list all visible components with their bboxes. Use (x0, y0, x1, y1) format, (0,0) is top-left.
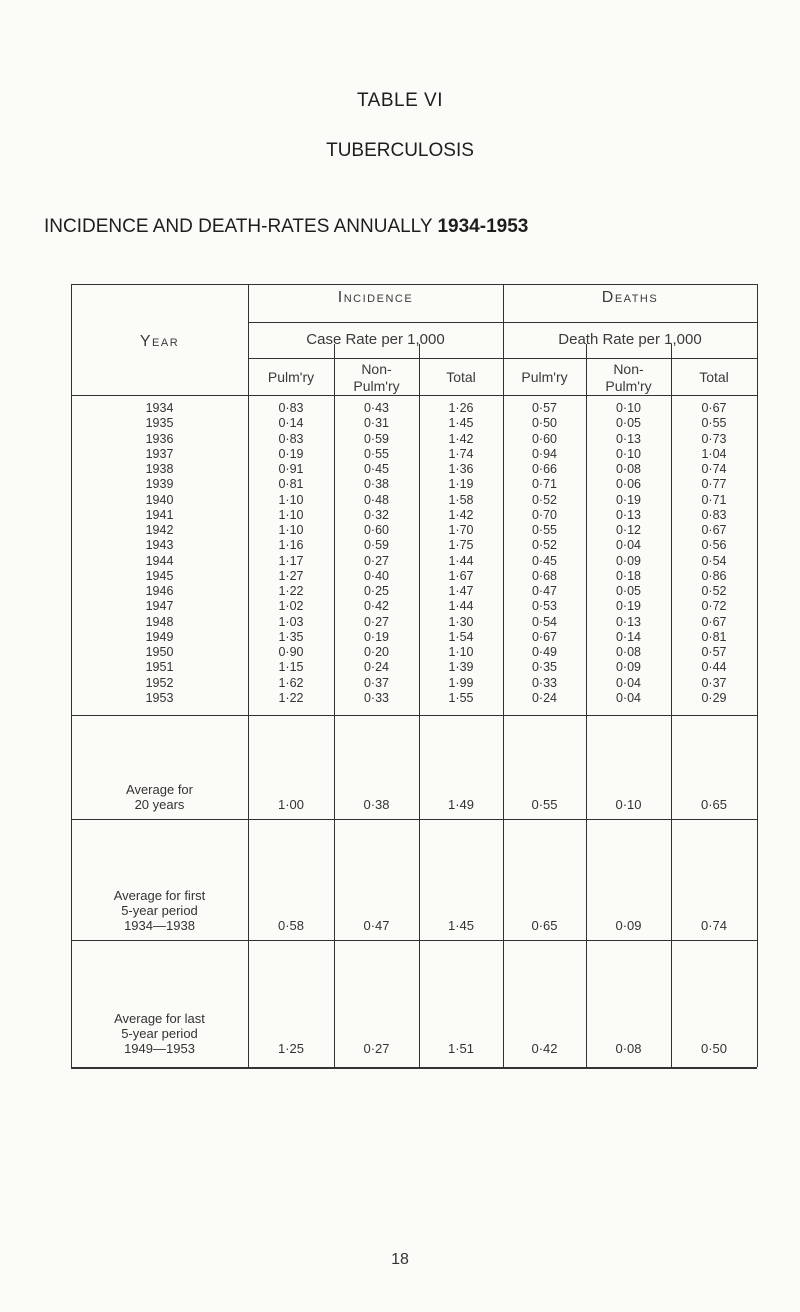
deaths-nonpulm-cell: 0·06 (615, 477, 642, 492)
table-row (71, 538, 757, 553)
section-rule (71, 819, 757, 820)
deaths-nonpulm-cell: 0·08 (615, 645, 642, 659)
year-cell: 1936 (145, 431, 174, 446)
year-cell: 1946 (145, 584, 174, 598)
header-rule (71, 395, 757, 396)
incidence-pulm-cell: 0·81 (278, 477, 304, 492)
avg-deaths-pulm: 0·42 (531, 1041, 558, 1056)
incidence-pulm-cell: 0·90 (278, 645, 304, 659)
incidence-nonpulm-cell: 0·40 (363, 568, 390, 583)
year-cell: 1949 (145, 629, 174, 644)
deaths-pulm-cell: 0·49 (531, 645, 558, 659)
incidence-total-cell: 1·42 (448, 507, 474, 522)
deaths-pulm-header: Pulm'ry (521, 369, 568, 385)
deaths-total-cell: 0·29 (701, 690, 727, 705)
incidence-nonpulm-cell: 0·48 (363, 492, 390, 507)
incidence-total-cell: 1·39 (448, 660, 474, 675)
deaths-pulm-cell: 0·66 (531, 462, 558, 476)
deaths-total-cell: 0·83 (701, 507, 727, 522)
table-row (71, 462, 757, 477)
deaths-nonpulm-cell: 0·13 (615, 507, 642, 522)
avg-incidence-total: 1·49 (447, 797, 475, 812)
header-rule (248, 322, 757, 323)
deaths-header: Deaths (601, 289, 659, 306)
year-cell: 1948 (145, 614, 174, 629)
incidence-nonpulm-cell: 0·32 (363, 507, 390, 522)
incidence-header: Incidence (337, 289, 414, 306)
year-cell: 1944 (145, 553, 174, 568)
deaths-total-cell: 0·71 (701, 492, 727, 507)
table-row (71, 523, 757, 538)
avg-deaths-nonpulm: 0·08 (615, 1041, 642, 1056)
deaths-total-cell: 0·44 (701, 660, 727, 675)
deaths-total-cell: 0·74 (701, 462, 727, 476)
incidence-total-cell: 1·30 (448, 614, 474, 629)
table-row (71, 447, 757, 462)
deaths-nonpulm-cell: 0·09 (615, 660, 642, 675)
deaths-total-cell: 0·73 (701, 431, 727, 446)
incidence-nonpulm-cell: 0·27 (363, 614, 390, 629)
table-row (71, 432, 757, 447)
incidence-pulm-cell: 1·62 (278, 675, 304, 690)
deaths-total-cell: 0·67 (701, 614, 727, 629)
deaths-total-cell: 0·52 (701, 584, 727, 598)
table-row (71, 401, 757, 416)
deaths-pulm-cell: 0·68 (531, 568, 558, 583)
avg-incidence-total: 1·51 (447, 1041, 475, 1056)
case-rate-header: Case Rate per 1,000 (306, 331, 445, 348)
incidence-nonpulm-cell: 0·60 (363, 523, 390, 537)
deaths-total-cell: 0·77 (701, 477, 727, 492)
incidence-total-cell: 1·74 (448, 446, 474, 461)
incidence-nonpulm-cell: 0·59 (363, 538, 390, 553)
table-row (71, 569, 757, 584)
section-rule (71, 940, 757, 941)
header-line: Non- (613, 361, 644, 377)
deaths-pulm-cell: 0·33 (531, 675, 558, 690)
deaths-pulm-cell: 0·52 (531, 538, 558, 553)
incidence-total-header: Total (446, 369, 476, 385)
deaths-pulm-cell: 0·54 (531, 614, 558, 629)
heading-years: 1934-1953 (437, 216, 529, 237)
annual-rows (71, 401, 757, 706)
table-row (71, 554, 757, 569)
average-row (71, 830, 757, 933)
avg-deaths-total: 0·50 (700, 1041, 728, 1056)
incidence-nonpulm-cell: 0·55 (363, 446, 390, 461)
year-cell: 1937 (145, 446, 174, 461)
label-line: 1934—1938 (124, 918, 195, 933)
deaths-nonpulm-cell: 0·14 (615, 629, 642, 644)
deaths-nonpulm-cell: 0·13 (615, 614, 642, 629)
table-border-right (757, 284, 758, 1067)
incidence-total-cell: 1·75 (448, 538, 474, 553)
incidence-total-cell: 1·44 (448, 599, 474, 614)
incidence-pulm-cell: 1·35 (278, 629, 304, 644)
incidence-pulm-cell: 1·10 (278, 492, 304, 507)
label-line: 5-year period (121, 1026, 198, 1041)
deaths-pulm-cell: 0·24 (531, 690, 558, 705)
average-row (71, 724, 757, 812)
deaths-nonpulm-cell: 0·13 (615, 431, 642, 446)
year-cell: 1945 (145, 568, 174, 583)
table-row (71, 615, 757, 630)
incidence-nonpulm-cell: 0·59 (363, 431, 390, 446)
label-line: 20 years (134, 797, 185, 812)
year-cell: 1940 (145, 492, 174, 507)
incidence-nonpulm-cell: 0·31 (363, 416, 390, 431)
deaths-total-cell: 0·86 (701, 568, 727, 583)
incidence-pulm-cell: 0·83 (278, 401, 304, 415)
year-cell: 1952 (145, 675, 174, 690)
incidence-nonpulm-cell: 0·38 (363, 477, 390, 492)
year-header: Year (139, 333, 180, 350)
year-cell: 1953 (145, 690, 174, 705)
table-number: TABLE VI (356, 90, 443, 111)
incidence-nonpulm-cell: 0·19 (363, 629, 390, 644)
year-cell: 1942 (145, 523, 174, 537)
deaths-nonpulm-cell: 0·18 (615, 568, 642, 583)
incidence-pulm-cell: 1·03 (278, 614, 304, 629)
deaths-pulm-cell: 0·45 (531, 553, 558, 568)
deaths-nonpulm-cell: 0·10 (615, 446, 642, 461)
deaths-total-cell: 0·56 (701, 538, 727, 553)
table-heading (44, 216, 800, 238)
incidence-pulm-cell: 0·83 (278, 431, 304, 446)
incidence-total-cell: 1·70 (448, 523, 474, 537)
incidence-nonpulm-cell: 0·42 (363, 599, 390, 614)
deaths-total-cell: 0·57 (701, 645, 727, 659)
average-label (71, 782, 248, 812)
year-cell: 1941 (145, 507, 174, 522)
year-cell: 1950 (145, 645, 174, 659)
deaths-pulm-cell: 0·47 (531, 584, 558, 598)
deaths-nonpulm-cell: 0·19 (615, 492, 642, 507)
deaths-pulm-cell: 0·57 (531, 401, 558, 415)
year-cell: 1938 (145, 462, 174, 476)
deaths-pulm-cell: 0·50 (531, 416, 558, 431)
deaths-nonpulm-cell: 0·04 (615, 538, 642, 553)
incidence-pulm-cell: 0·19 (278, 446, 304, 461)
incidence-nonpulm-cell: 0·20 (363, 645, 390, 659)
deaths-total-cell: 0·72 (701, 599, 727, 614)
incidence-total-cell: 1·36 (448, 462, 474, 476)
deaths-total-cell: 0·67 (701, 401, 727, 415)
deaths-pulm-cell: 0·52 (531, 492, 558, 507)
incidence-pulm-cell: 1·16 (278, 538, 304, 553)
incidence-total-cell: 1·44 (448, 553, 474, 568)
incidence-pulm-cell: 1·10 (278, 507, 304, 522)
incidence-pulm-cell: 1·02 (278, 599, 304, 614)
avg-incidence-nonpulm: 0·47 (363, 918, 390, 933)
incidence-pulm-cell: 1·27 (278, 568, 304, 583)
deaths-nonpulm-cell: 0·09 (615, 553, 642, 568)
deaths-total-cell: 0·67 (701, 523, 727, 537)
avg-incidence-pulm: 0·58 (277, 918, 305, 933)
average-row (71, 952, 757, 1056)
deaths-pulm-cell: 0·53 (531, 599, 558, 614)
deaths-total-cell: 1·04 (701, 446, 727, 461)
avg-incidence-nonpulm: 0·27 (363, 1041, 390, 1056)
death-rate-header: Death Rate per 1,000 (558, 331, 702, 348)
label-line: Average for (126, 782, 193, 797)
incidence-nonpulm-cell: 0·24 (363, 660, 390, 675)
deaths-nonpulm-cell: 0·10 (615, 401, 642, 415)
incidence-nonpulm-cell: 0·43 (363, 401, 390, 415)
deaths-nonpulm-cell: 0·05 (615, 584, 642, 598)
deaths-nonpulm-cell: 0·04 (615, 675, 642, 690)
deaths-pulm-cell: 0·71 (531, 477, 558, 492)
incidence-total-cell: 1·47 (448, 584, 474, 598)
deaths-total-cell: 0·54 (701, 553, 727, 568)
incidence-pulm-cell: 1·17 (278, 553, 304, 568)
header-line: Non- (361, 361, 392, 377)
deaths-pulm-cell: 0·94 (531, 446, 558, 461)
year-cell: 1935 (145, 416, 174, 431)
deaths-total-cell: 0·81 (701, 629, 727, 644)
deaths-pulm-cell: 0·67 (531, 629, 558, 644)
label-line: Average for last (114, 1011, 205, 1026)
incidence-pulm-cell: 1·22 (278, 584, 304, 598)
year-cell: 1939 (145, 477, 174, 492)
deaths-nonpulm-cell: 0·05 (615, 416, 642, 431)
table-row (71, 691, 757, 706)
incidence-total-cell: 1·99 (448, 675, 474, 690)
incidence-pulm-cell: 1·10 (278, 523, 304, 537)
incidence-nonpulm-cell: 0·33 (363, 690, 390, 705)
header-line: Pulm'ry (353, 378, 400, 394)
incidence-total-cell: 1·55 (448, 690, 474, 705)
avg-deaths-nonpulm: 0·10 (615, 797, 642, 812)
incidence-total-cell: 1·54 (448, 629, 474, 644)
incidence-pulm-cell: 0·14 (278, 416, 304, 431)
avg-incidence-pulm: 1·00 (277, 797, 305, 812)
table-row (71, 493, 757, 508)
incidence-nonpulm-cell: 0·27 (363, 553, 390, 568)
section-rule (71, 715, 757, 716)
incidence-pulm-cell: 1·15 (278, 660, 304, 675)
deaths-total-header: Total (699, 369, 729, 385)
table-bottom-rule (71, 1067, 757, 1069)
incidence-total-cell: 1·67 (448, 568, 474, 583)
deaths-nonpulm-cell: 0·08 (615, 462, 642, 476)
table-top-rule (71, 284, 757, 285)
table-row (71, 660, 757, 675)
incidence-total-cell: 1·58 (448, 492, 474, 507)
deaths-pulm-cell: 0·35 (531, 660, 558, 675)
deaths-pulm-cell: 0·55 (531, 523, 558, 537)
avg-deaths-pulm: 0·55 (531, 797, 558, 812)
heading-main: INCIDENCE AND DEATH-RATES ANNUALLY (44, 216, 433, 237)
avg-incidence-nonpulm: 0·38 (363, 797, 390, 812)
label-line: 5-year period (121, 903, 198, 918)
table-row (71, 416, 757, 431)
table-row (71, 630, 757, 645)
avg-deaths-total: 0·65 (700, 797, 728, 812)
incidence-total-cell: 1·26 (448, 401, 474, 415)
header-rule (248, 358, 757, 359)
deaths-nonpulm-cell: 0·19 (615, 599, 642, 614)
avg-incidence-total: 1·45 (447, 918, 475, 933)
incidence-nonpulm-cell: 0·37 (363, 675, 390, 690)
avg-deaths-pulm: 0·65 (531, 918, 558, 933)
table-subject: TUBERCULOSIS (326, 140, 474, 161)
year-cell: 1934 (145, 401, 174, 415)
deaths-nonpulm-cell: 0·04 (615, 690, 642, 705)
deaths-nonpulm-cell: 0·12 (615, 523, 642, 537)
incidence-nonpulm-cell: 0·45 (363, 462, 390, 476)
avg-incidence-pulm: 1·25 (277, 1041, 305, 1056)
avg-deaths-total: 0·74 (700, 918, 728, 933)
deaths-pulm-cell: 0·70 (531, 507, 558, 522)
incidence-pulm-cell: 0·91 (278, 462, 304, 476)
average-label (71, 888, 248, 933)
table-row (71, 599, 757, 614)
table-row (71, 477, 757, 492)
deaths-nonpulm-header (586, 361, 671, 395)
label-line: 1949—1953 (124, 1041, 195, 1056)
year-cell: 1943 (145, 538, 174, 553)
incidence-pulm-cell: 1·22 (278, 690, 304, 705)
header-line: Pulm'ry (605, 378, 652, 394)
incidence-total-cell: 1·10 (448, 645, 474, 659)
table-row (71, 508, 757, 523)
incidence-total-cell: 1·19 (448, 477, 474, 492)
label-line: Average for first (113, 888, 206, 903)
year-cell: 1951 (145, 660, 174, 675)
incidence-total-cell: 1·45 (448, 416, 474, 431)
incidence-total-cell: 1·42 (448, 431, 474, 446)
incidence-nonpulm-cell: 0·25 (363, 584, 390, 598)
table-row (71, 584, 757, 599)
year-cell: 1947 (145, 599, 174, 614)
table-row (71, 676, 757, 691)
average-label (71, 1011, 248, 1056)
table-row (71, 645, 757, 660)
deaths-pulm-cell: 0·60 (531, 431, 558, 446)
incidence-nonpulm-header (334, 361, 419, 395)
page-number: 18 (391, 1251, 409, 1268)
incidence-pulm-header: Pulm'ry (267, 369, 315, 385)
deaths-total-cell: 0·37 (701, 675, 727, 690)
avg-deaths-nonpulm: 0·09 (615, 918, 642, 933)
deaths-total-cell: 0·55 (701, 416, 727, 431)
